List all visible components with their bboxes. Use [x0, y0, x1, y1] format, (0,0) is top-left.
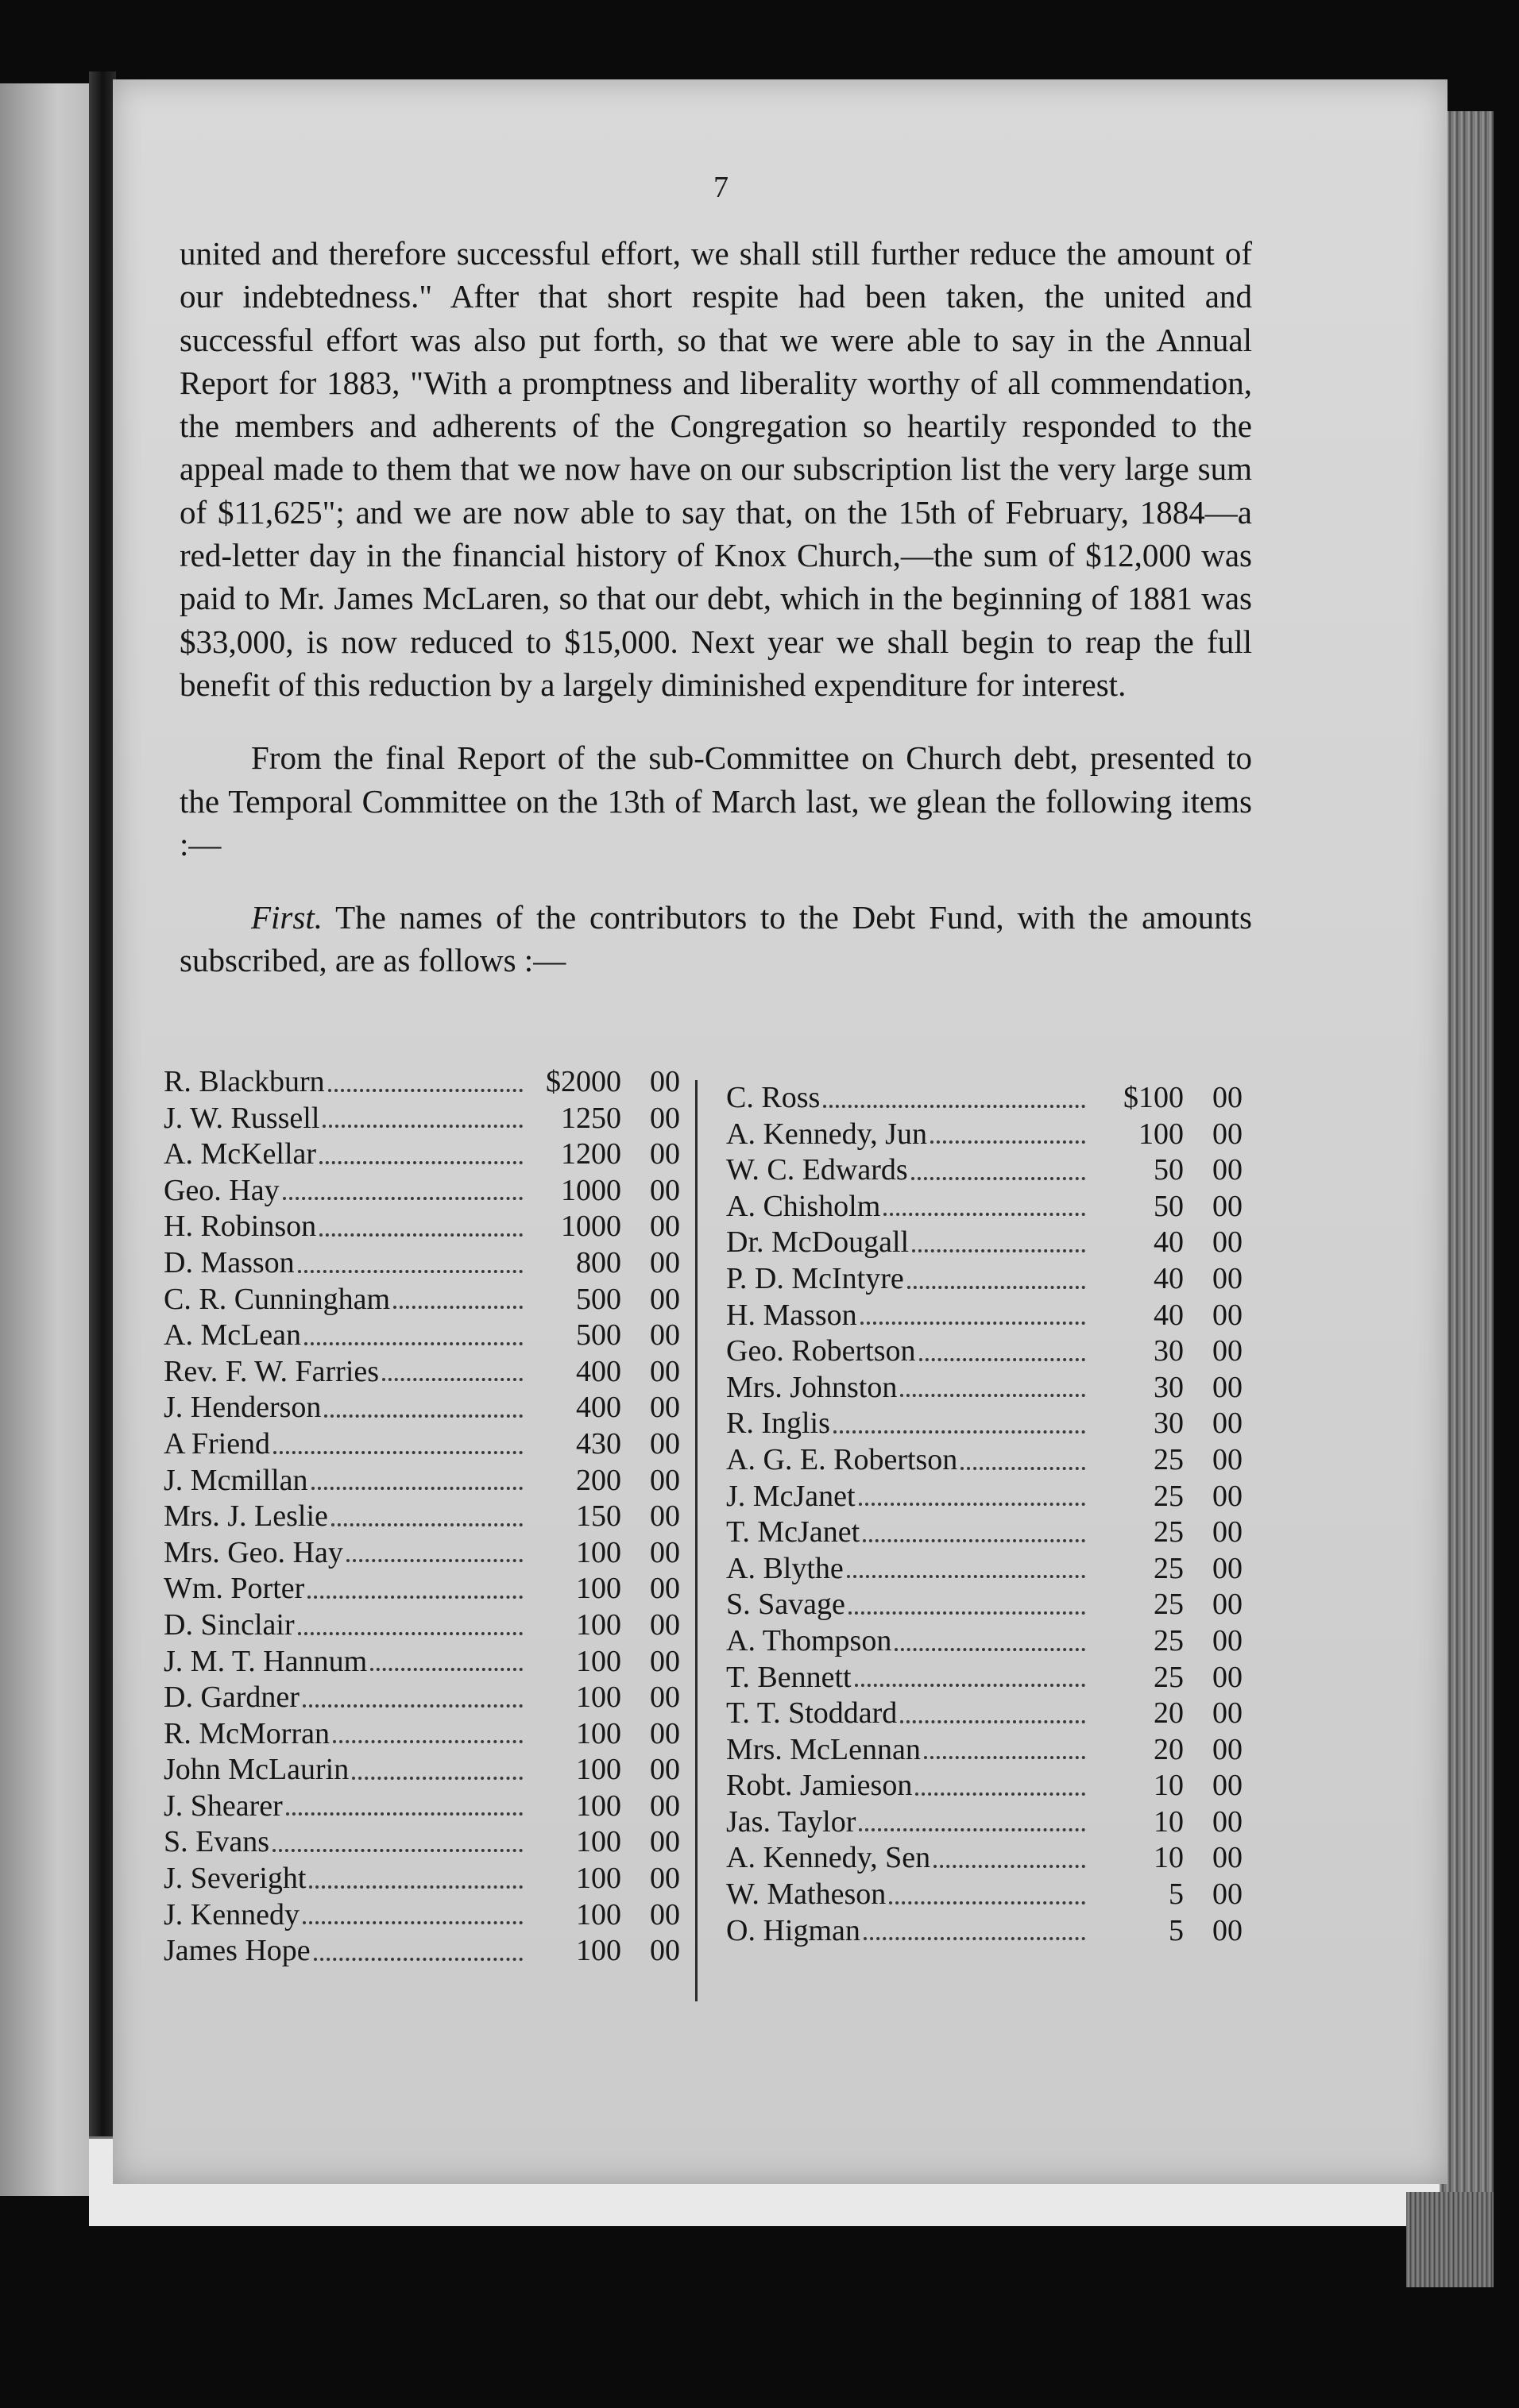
contributor-amount: 150: [576, 1499, 621, 1534]
contributor-row: [164, 1390, 680, 1426]
leader-dots: [847, 1567, 1085, 1578]
contributor-name: Mrs. J. Leslie: [164, 1499, 328, 1534]
leader-dots: [833, 1422, 1085, 1434]
leader-dots: [303, 1696, 523, 1708]
contributor-cents: 00: [650, 1607, 680, 1642]
contributor-row: [164, 1535, 680, 1572]
contributor-row: [726, 1768, 1243, 1804]
leader-dots: [393, 1298, 523, 1309]
contributor-row: [726, 1080, 1243, 1117]
leader-dots: [900, 1712, 1085, 1723]
contributor-cents: 00: [1212, 1407, 1243, 1441]
contributor-amount: 30: [1154, 1334, 1184, 1368]
contributor-cents: 00: [1212, 1479, 1243, 1513]
contributor-row: [164, 1499, 680, 1535]
bottom-stack-edge: [1406, 2192, 1494, 2287]
contributor-row: [726, 1333, 1243, 1370]
contributor-amount: 100: [576, 1934, 621, 1968]
paragraph-2: From the final Report of the sub-Committee on Church debt, presented to the Temporal Committee on the 13th of March last, we glean the following items :—: [180, 739, 1252, 862]
contributor-row: [726, 1152, 1243, 1189]
contributor-amount: 100: [1138, 1117, 1184, 1151]
contributor-amount: 200: [576, 1463, 621, 1497]
paragraph-3-text: The names of the contributors to the Debt Fund, with the amounts subscribed, are as follows :—: [180, 899, 1252, 979]
contributor-cents: 00: [1212, 1877, 1243, 1912]
contributor-amount: 40: [1154, 1261, 1184, 1295]
contributor-row: [164, 1209, 680, 1245]
contributor-row: [726, 1551, 1243, 1588]
leader-dots: [911, 1169, 1085, 1180]
contributor-amount: 10: [1154, 1841, 1184, 1875]
leader-dots: [864, 1929, 1085, 1940]
contributor-amount: 100: [576, 1644, 621, 1678]
contributor-cents: 00: [1212, 1623, 1243, 1657]
contributor-row: [164, 1789, 680, 1825]
leader-dots: [933, 1857, 1085, 1868]
leader-dots: [311, 1479, 523, 1490]
contributor-cents: 00: [1212, 1153, 1243, 1187]
contributor-row: [164, 1318, 680, 1354]
contributor-cents: 00: [1212, 1913, 1243, 1947]
contributor-name: Wm. Porter: [164, 1572, 305, 1606]
contributor-name: Dr. McDougall: [726, 1225, 910, 1260]
contributor-row: [164, 1282, 680, 1318]
contributor-cents: 00: [1212, 1804, 1243, 1839]
contributor-amount: 25: [1154, 1588, 1184, 1622]
contributor-name: T. Bennett: [726, 1660, 852, 1694]
contributor-row: [164, 1933, 680, 1970]
contributor-cents: 00: [650, 1137, 680, 1171]
contributor-row: [164, 1752, 680, 1789]
paragraph-3: [180, 896, 1252, 982]
contributor-amount: 25: [1154, 1660, 1184, 1694]
contributor-cents: 00: [1212, 1081, 1243, 1114]
contributor-name: Geo. Hay: [164, 1173, 280, 1207]
contributor-name: T. T. Stoddard: [726, 1696, 898, 1731]
contributor-name: A. Thompson: [726, 1623, 892, 1657]
contributor-name: P. D. McIntyre: [726, 1261, 904, 1295]
contributor-name: Rev. F. W. Farries: [164, 1354, 380, 1388]
contributor-cents: 00: [650, 1318, 680, 1353]
contributors-left-column: [164, 1064, 680, 1970]
leader-dots: [907, 1278, 1085, 1289]
contributor-row: [164, 1173, 680, 1210]
contributor-amount: 25: [1154, 1623, 1184, 1657]
contributor-cents: 00: [1212, 1660, 1243, 1694]
contributor-row: [164, 1136, 680, 1173]
contributor-cents: 00: [650, 1354, 680, 1388]
contributor-name: R. Blackburn: [164, 1065, 325, 1098]
contributor-cents: 00: [1212, 1370, 1243, 1404]
contributor-name: D. Masson: [164, 1245, 295, 1279]
leader-dots: [859, 1820, 1085, 1831]
contributor-name: Mrs. Johnston: [726, 1370, 898, 1404]
contributor-cents: 00: [1212, 1696, 1243, 1731]
contributor-amount: 1000: [561, 1210, 621, 1244]
contributor-row: [726, 1804, 1243, 1841]
contributor-row: [726, 1877, 1243, 1913]
contributor-amount: 500: [576, 1318, 621, 1353]
contributor-cents: 00: [650, 1825, 680, 1859]
contributor-cents: 00: [650, 1463, 680, 1497]
contributor-amount: 50: [1154, 1189, 1184, 1223]
paragraph-1: united and therefore successful effort, we shall still further reduce the amount of our indebtedness." After that short respite had been taken, the united and successful effort was also put forth, so that we were able to say in the Annual Report for 1883, "With a promptness and liberality worthy of all commendation, the members and adherents of the Congregation so heartily responded to the appeal made to them that we now have on our subscription list the very large sum of $11,625"; and we are now able to say that, on the 15th of February, 1884—a red-letter day in the financial history of Knox Church,—the sum of $12,000 was paid to Mr. James McLaren, so that our debt, which in the beginning of 1881 was $33,000, is now reduced to $15,000. Next year we shall begin to reap the full benefit of this reduction by a largely diminished expenditure for interest.: [180, 235, 1252, 703]
contributor-cents: 00: [650, 1753, 680, 1787]
contributor-row: [164, 1101, 680, 1137]
contributor-cents: 00: [650, 1572, 680, 1606]
contributor-row: [726, 1696, 1243, 1732]
leader-dots: [859, 1495, 1085, 1506]
leader-dots: [331, 1515, 523, 1526]
leader-dots: [314, 1950, 523, 1961]
contributor-cents: 00: [1212, 1334, 1243, 1368]
contributor-name: J. W. Russell: [164, 1101, 320, 1135]
contributor-row: [726, 1117, 1243, 1153]
contributor-row: [164, 1716, 680, 1753]
contributor-amount: 25: [1154, 1442, 1184, 1476]
contributor-amount: 10: [1154, 1804, 1184, 1839]
contributor-row: [726, 1479, 1243, 1515]
contributor-row: [726, 1298, 1243, 1334]
contributor-name: A. McKellar: [164, 1137, 317, 1171]
contributor-amount: 20: [1154, 1732, 1184, 1766]
contributor-row: [164, 1861, 680, 1897]
contributor-cents: 00: [1212, 1298, 1243, 1332]
leader-dots: [319, 1153, 523, 1164]
contributor-amount: $100: [1123, 1081, 1184, 1114]
leader-dots: [960, 1459, 1085, 1470]
contributor-name: A. Kennedy, Jun: [726, 1117, 927, 1151]
contributor-row: [164, 1426, 680, 1463]
contributor-row: [164, 1897, 680, 1934]
contributor-name: Geo. Robertson: [726, 1334, 916, 1368]
contributor-cents: 00: [1212, 1732, 1243, 1766]
contributor-row: [726, 1587, 1243, 1623]
contributor-amount: 800: [576, 1245, 621, 1279]
contributor-row: [726, 1732, 1243, 1769]
contributor-cents: 00: [1212, 1189, 1243, 1223]
body-text: [180, 232, 1252, 982]
contributor-amount: 5: [1169, 1913, 1184, 1947]
leader-dots: [324, 1407, 523, 1418]
leader-dots: [298, 1262, 523, 1273]
leader-dots: [370, 1660, 523, 1671]
contributor-cents: 00: [650, 1897, 680, 1931]
contributor-name: R. McMorran: [164, 1716, 330, 1750]
contributor-name: C. Ross: [726, 1081, 821, 1114]
contributor-amount: 10: [1154, 1769, 1184, 1803]
contributor-amount: 1000: [561, 1173, 621, 1207]
leader-dots: [328, 1081, 523, 1092]
contributor-name: D. Gardner: [164, 1681, 300, 1715]
contributor-name: S. Savage: [726, 1588, 845, 1622]
contributor-row: [726, 1442, 1243, 1479]
contributors-list: [156, 1064, 1268, 1978]
contributor-name: A. G. E. Robertson: [726, 1442, 958, 1476]
leader-dots: [272, 1841, 523, 1852]
contributor-cents: 00: [650, 1173, 680, 1207]
contributor-name: T. McJanet: [726, 1515, 860, 1549]
leader-dots: [307, 1588, 523, 1599]
contributor-amount: 20: [1154, 1696, 1184, 1731]
contributor-cents: 00: [650, 1210, 680, 1244]
contributor-name: J. Severight: [164, 1862, 307, 1896]
contributor-row: [726, 1623, 1243, 1660]
contributor-name: J. Shearer: [164, 1789, 283, 1823]
contributor-name: Mrs. McLennan: [726, 1732, 921, 1766]
contributor-cents: 00: [650, 1934, 680, 1968]
contributor-name: A. Kennedy, Sen: [726, 1841, 931, 1875]
contributor-amount: 25: [1154, 1479, 1184, 1513]
contributor-name: A Friend: [164, 1426, 271, 1461]
contributor-name: W. Matheson: [726, 1877, 887, 1912]
contributor-name: D. Sinclair: [164, 1607, 295, 1642]
contributor-name: W. C. Edwards: [726, 1153, 908, 1187]
contributor-amount: 25: [1154, 1551, 1184, 1585]
leader-dots: [283, 1189, 523, 1200]
contributor-name: Mrs. Geo. Hay: [164, 1535, 343, 1569]
book-gutter: [89, 71, 116, 2208]
contributor-name: J. Kennedy: [164, 1897, 300, 1931]
contributor-row: [726, 1189, 1243, 1225]
contributor-row: [726, 1913, 1243, 1950]
contributor-amount: 100: [576, 1535, 621, 1569]
leader-dots: [855, 1676, 1085, 1687]
contributor-cents: 00: [650, 1065, 680, 1098]
contributor-cents: 00: [650, 1101, 680, 1135]
contributor-name: C. R. Cunningham: [164, 1282, 391, 1316]
contributor-name: O. Higman: [726, 1913, 860, 1947]
leader-dots: [304, 1334, 523, 1345]
leader-dots: [895, 1640, 1085, 1651]
contributor-name: J. M. T. Hannum: [164, 1644, 368, 1678]
contributor-row: [726, 1406, 1243, 1442]
contributor-cents: 00: [1212, 1515, 1243, 1549]
contributor-row: [726, 1261, 1243, 1298]
contributor-cents: 00: [1212, 1769, 1243, 1803]
leader-dots: [273, 1443, 523, 1454]
contributor-name: A. Chisholm: [726, 1189, 881, 1223]
leader-dots: [352, 1769, 523, 1780]
contributor-amount: 30: [1154, 1370, 1184, 1404]
leader-dots: [323, 1117, 523, 1128]
contributor-cents: 00: [650, 1644, 680, 1678]
leader-dots: [298, 1624, 523, 1635]
contributor-cents: 00: [650, 1681, 680, 1715]
contributor-cents: 00: [1212, 1588, 1243, 1622]
leader-dots: [319, 1225, 523, 1237]
contributor-amount: 50: [1154, 1153, 1184, 1187]
leader-dots: [309, 1877, 523, 1889]
leader-dots: [889, 1893, 1085, 1904]
contributor-amount: 100: [576, 1789, 621, 1823]
contributor-amount: 5: [1169, 1877, 1184, 1912]
contributor-cents: 00: [1212, 1261, 1243, 1295]
contributor-row: [164, 1064, 680, 1101]
contributor-cents: 00: [650, 1282, 680, 1316]
contributor-row: [164, 1607, 680, 1644]
leader-dots: [848, 1603, 1085, 1615]
contributor-amount: 100: [576, 1897, 621, 1931]
contributor-amount: 100: [576, 1572, 621, 1606]
contributor-amount: 40: [1154, 1298, 1184, 1332]
contributor-amount: 400: [576, 1391, 621, 1425]
contributor-name: Jas. Taylor: [726, 1804, 856, 1839]
leader-dots: [382, 1370, 523, 1381]
leader-dots: [346, 1551, 523, 1562]
contributor-amount: $2000: [546, 1065, 621, 1098]
contributor-cents: 00: [650, 1391, 680, 1425]
leader-dots: [883, 1205, 1085, 1216]
paragraph-3-lead: First.: [251, 899, 323, 936]
contributor-row: [164, 1680, 680, 1716]
contributor-cents: 00: [650, 1426, 680, 1461]
contributor-row: [726, 1840, 1243, 1877]
contributor-row: [164, 1245, 680, 1282]
leader-dots: [823, 1097, 1085, 1108]
leader-dots: [924, 1748, 1085, 1759]
contributor-amount: 400: [576, 1354, 621, 1388]
contributor-row: [164, 1571, 680, 1607]
contributor-cents: 00: [650, 1245, 680, 1279]
contributor-row: [164, 1354, 680, 1391]
contributor-row: [164, 1463, 680, 1499]
contributor-amount: 1200: [561, 1137, 621, 1171]
contributor-name: James Hope: [164, 1934, 311, 1968]
contributor-amount: 100: [576, 1681, 621, 1715]
contributor-amount: 25: [1154, 1515, 1184, 1549]
contributor-cents: 00: [1212, 1225, 1243, 1260]
contributor-cents: 00: [1212, 1841, 1243, 1875]
contributor-amount: 1250: [561, 1101, 621, 1135]
leader-dots: [303, 1913, 523, 1924]
contributor-amount: 30: [1154, 1407, 1184, 1441]
contributor-cents: 00: [1212, 1442, 1243, 1476]
contributor-row: [726, 1225, 1243, 1261]
contributor-cents: 00: [1212, 1117, 1243, 1151]
contributor-row: [726, 1515, 1243, 1551]
contributor-cents: 00: [650, 1499, 680, 1534]
contributor-amount: 100: [576, 1607, 621, 1642]
contributor-name: J. Mcmillan: [164, 1463, 308, 1497]
leader-dots: [900, 1386, 1085, 1397]
contributor-amount: 40: [1154, 1225, 1184, 1260]
contributor-name: J. Henderson: [164, 1391, 322, 1425]
leader-dots: [930, 1133, 1085, 1144]
contributor-amount: 100: [576, 1825, 621, 1859]
contributor-cents: 00: [650, 1716, 680, 1750]
contributor-amount: 430: [576, 1426, 621, 1461]
contributor-row: [726, 1370, 1243, 1407]
contributor-name: R. Inglis: [726, 1407, 830, 1441]
leader-dots: [915, 1785, 1085, 1796]
contributor-amount: 100: [576, 1862, 621, 1896]
column-divider: [695, 1080, 698, 2001]
leader-dots: [912, 1241, 1085, 1252]
contributor-name: H. Masson: [726, 1298, 857, 1332]
leader-dots: [860, 1314, 1085, 1325]
contributor-row: [164, 1644, 680, 1681]
leader-dots: [863, 1531, 1085, 1542]
contributor-name: J. McJanet: [726, 1479, 856, 1513]
contributor-row: [726, 1660, 1243, 1696]
contributor-amount: 100: [576, 1716, 621, 1750]
page-number: 7: [713, 171, 729, 204]
leader-dots: [333, 1732, 523, 1743]
contributor-name: Robt. Jamieson: [726, 1769, 913, 1803]
contributor-cents: 00: [650, 1535, 680, 1569]
facing-page-edge: [0, 83, 97, 2196]
contributor-row: [164, 1824, 680, 1861]
contributor-amount: 100: [576, 1753, 621, 1787]
contributor-name: John McLaurin: [164, 1753, 350, 1787]
contributor-cents: 00: [650, 1862, 680, 1896]
contributor-name: S. Evans: [164, 1825, 269, 1859]
contributors-right-column: [726, 1080, 1243, 1949]
contributor-amount: 500: [576, 1282, 621, 1316]
contributor-cents: 00: [650, 1789, 680, 1823]
leader-dots: [919, 1350, 1085, 1361]
contributor-name: H. Robinson: [164, 1210, 317, 1244]
contributor-cents: 00: [1212, 1551, 1243, 1585]
leader-dots: [286, 1804, 523, 1816]
contributor-name: A. McLean: [164, 1318, 302, 1353]
contributor-name: A. Blythe: [726, 1551, 844, 1585]
